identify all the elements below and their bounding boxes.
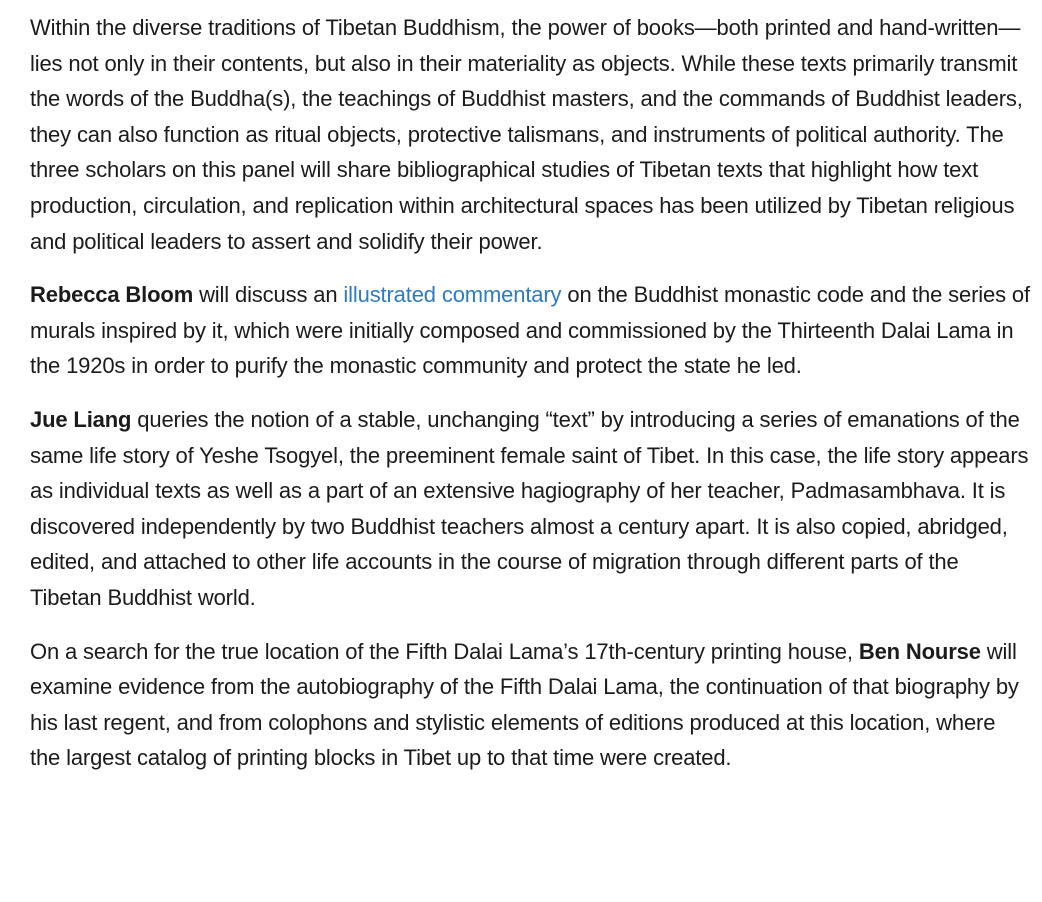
- illustrated-commentary-link[interactable]: illustrated commentary: [343, 282, 562, 308]
- nourse-text-before-name: On a search for the true location of the Fifth Dalai Lama’s 17th-century printing house,: [30, 638, 859, 664]
- article-body: [30, 10, 1030, 794]
- liang-paragraph: [30, 402, 1030, 616]
- intro-paragraph: Within the diverse traditions of Tibetan Buddhism, the power of books—both printed and hand-written—lies not only in their contents, but also in their materiality as objects. While these texts primarily transmit the words of the Buddha(s), the teachings of Buddhist masters, and the commands of Buddhist leaders, they can also function as ritual objects, protective talismans, and instruments of political authority. The three scholars on this panel will share bibliographical studies of Tibetan texts that highlight how text production, circulation, and replication within architectural spaces has been utilized by Tibetan religious and political leaders to assert and solidify their power.: [30, 15, 1023, 254]
- scholar-name-bloom: Rebecca Bloom: [30, 282, 194, 308]
- liang-text: queries the notion of a stable, unchanging “text” by introducing a series of emanations of the same life story of Yeshe Tsogyel, the preeminent female saint of Tibet. In this case, the life story appears as individual texts as well as a part of an extensive hagiography of her teacher, Padmasambhava. It is discovered independently by two Buddhist teachers almost a century apart. It is also copied, abridged, edited, and attached to other life accounts in the course of migration through different parts of the Tibetan Buddhist world.: [30, 406, 1029, 610]
- bloom-text-before-link: will discuss an: [193, 282, 344, 308]
- nourse-paragraph: [30, 634, 1030, 776]
- scholar-name-liang: Jue Liang: [30, 406, 132, 432]
- bloom-text-after-link: on the Buddhist monastic code and the series of murals inspired by it, which were initially composed and commissioned by the Thirteenth Dalai Lama in the 1920s in order to purify the monastic community and protect the state he led.: [30, 282, 1030, 379]
- nourse-text: will examine evidence from the autobiography of the Fifth Dalai Lama, the continuation of that biography by his last regent, and from colophons and stylistic elements of editions produced at this location, where the largest catalog of printing blocks in Tibet up to that time were created.: [30, 638, 1019, 771]
- scholar-name-nourse: Ben Nourse: [858, 638, 981, 664]
- bloom-paragraph: [30, 277, 1030, 384]
